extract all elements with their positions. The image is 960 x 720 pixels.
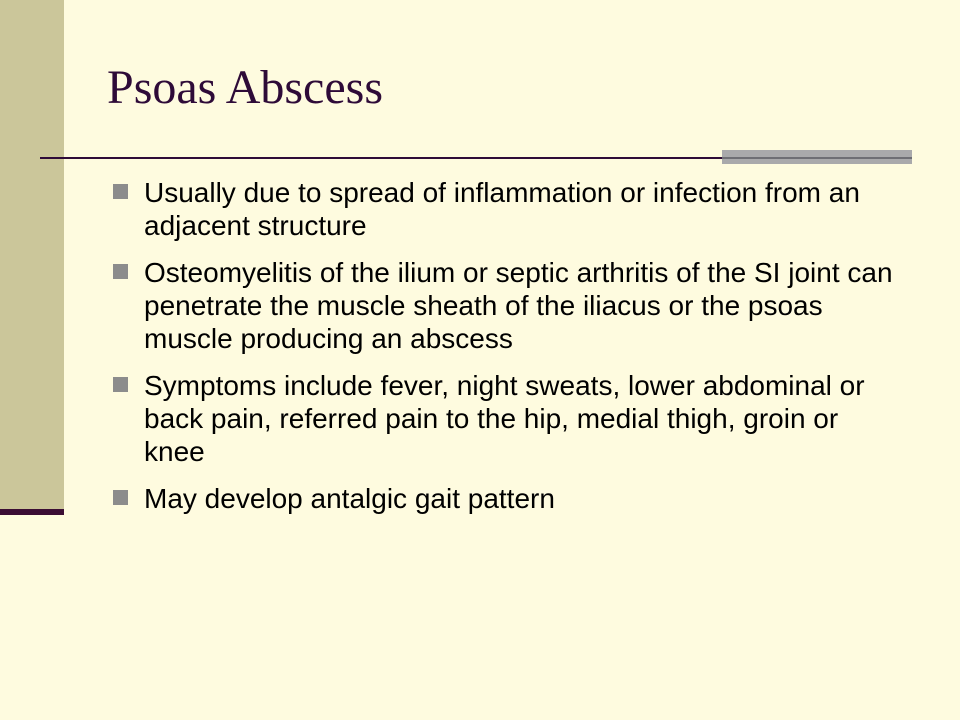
bullet-list (113, 176, 903, 529)
bullet-item (113, 176, 903, 242)
bullet-item (113, 256, 903, 355)
bullet-text: Osteomyelitis of the ilium or septic arthritis of the SI joint can penetrate the muscle sheath of the iliacus or the psoas muscle producing an abscess (144, 257, 893, 354)
bullet-item (113, 369, 903, 468)
slide-title: Psoas Abscess (107, 61, 384, 114)
square-bullet-icon (113, 184, 128, 199)
bullet-text: May develop antalgic gait pattern (144, 483, 555, 514)
square-bullet-icon (113, 490, 128, 505)
left-bar-accent (0, 509, 64, 515)
bullet-text: Usually due to spread of inflammation or infection from an adjacent structure (144, 177, 860, 241)
square-bullet-icon (113, 264, 128, 279)
square-bullet-icon (113, 377, 128, 392)
left-decorative-bar (0, 0, 64, 512)
bullet-item (113, 482, 903, 515)
title-divider-accent (722, 150, 912, 164)
bullet-text: Symptoms include fever, night sweats, lower abdominal or back pain, referred pain to the hip, medial thigh, groin or knee (144, 370, 865, 467)
